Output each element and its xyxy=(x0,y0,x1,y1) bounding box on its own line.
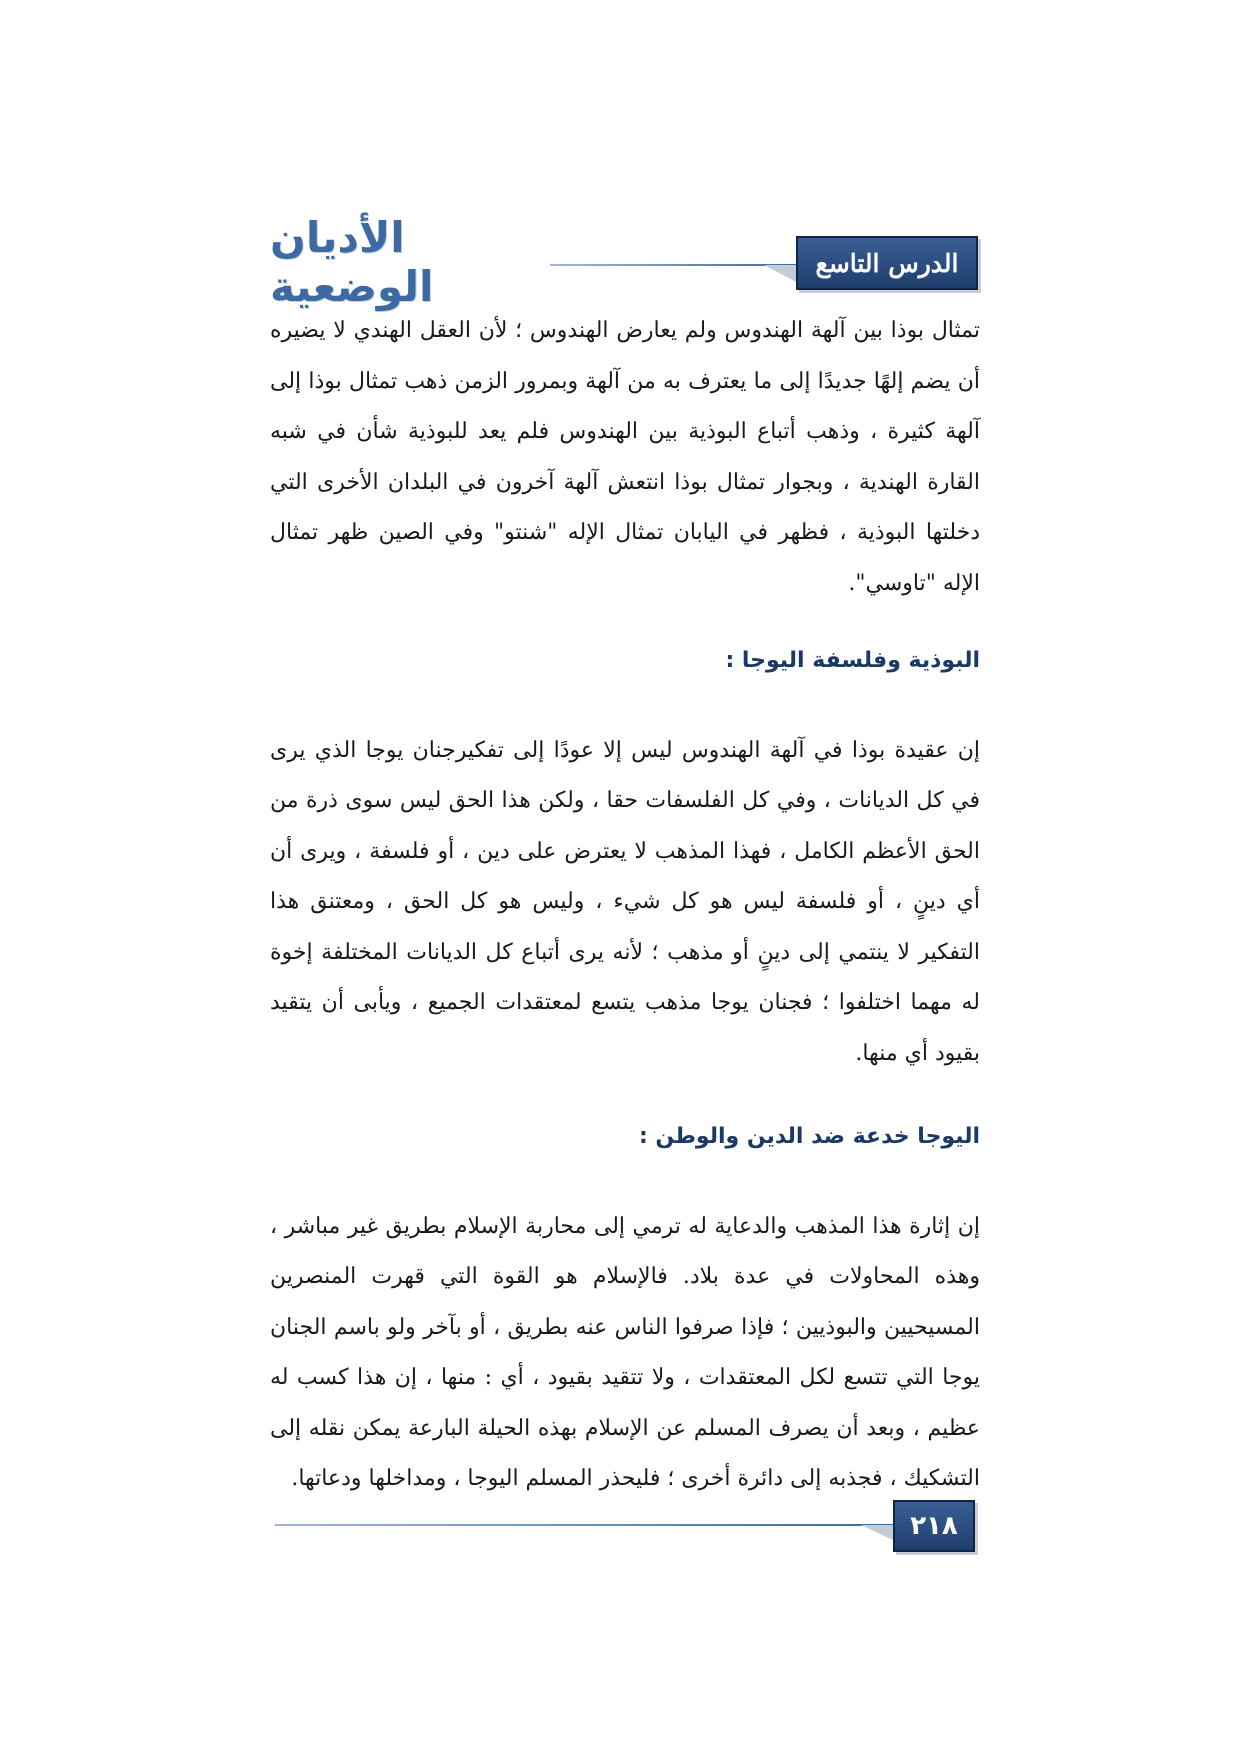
page-footer xyxy=(275,1500,975,1552)
paragraph-2: إن عقيدة بوذا في آلهة الهندوس ليس إلا عودًا إلى تفكيرجنان يوجا الذي يرى في كل الديانات ، وفي كل الفلسفات حقا ، ولكن هذا الحق ليس سوى ذرة من الحق الأعظم الكامل ، فهذا المذهب لا يعترض على دين ، أو فلسفة ، ويرى أن أي دينٍ ، أو فلسفة ليس هو كل شيء ، وليس هو كل الحق ، ومعتنق هذا التفكير لا ينتمي إلى دينٍ أو مذهب ؛ لأنه يرى أتباع كل الديانات المختلفة إخوة له مهما اختلفوا ؛ فجنان يوجا مذهب يتسع لمعتقدات الجميع ، ويأبى أن يتقيد بقيود أي منها. xyxy=(270,737,980,1066)
section-heading-buddhism-yoga: البوذية وفلسفة اليوجا : xyxy=(725,648,980,673)
page-content xyxy=(270,306,980,1505)
page-number: ٢١٨ xyxy=(893,1500,975,1552)
paragraph-3: إن إثارة هذا المذهب والدعاية له ترمي إلى محاربة الإسلام بطريق غير مباشر ، وهذه المحاولات في عدة بلاد. فالإسلام هو القوة التي قهرت المنصرين المسيحيين والبوذيين ؛ فإذا صرفوا الناس عنه بطريق ، أو بآخر ولو باسم الجنان يوجا التي تتسع لكل المعتقدات ، ولا تتقيد بقيود ، أي : منها ، إن هذا كسب له عظيم ، وبعد أن يصرف المسلم عن الإسلام بهذه الحيلة البارعة يمكن نقله إلى التشكيك ، فجذبه إلى دائرة أخرى ؛ فليحذر المسلم اليوجا ، ومداخلها ودعاتها. xyxy=(270,1213,980,1491)
section-heading-yoga-deception: اليوجا خدعة ضد الدين والوطن : xyxy=(638,1124,980,1149)
page-header xyxy=(270,213,978,311)
footer-divider xyxy=(275,1524,895,1526)
lesson-label: الدرس التاسع xyxy=(796,236,978,290)
footer-divider-triangle xyxy=(861,1525,895,1541)
paragraph-1: تمثال بوذا بين آلهة الهندوس ولم يعارض الهندوس ؛ لأن العقل الهندي لا يضيره أن يضم إلهًا جديدًا إلى ما يعترف به من آلهة وبمرور الزمن ذهب تمثال بوذا إلى آلهة كثيرة ، وذهب أتباع البوذية بين الهندوس فلم يعد للبوذية شأن في شبه القارة الهندية ، وبجوار تمثال بوذا انتعش آلهة آخرون في البلدان الأخرى التي دخلتها البوذية ، فظهر في اليابان تمثال الإله "شنتو" وفي الصين ظهر تمثال الإله "تاوسي". xyxy=(270,318,980,596)
book-title: الأديان الوضعية xyxy=(270,213,434,311)
header-divider xyxy=(550,264,798,266)
